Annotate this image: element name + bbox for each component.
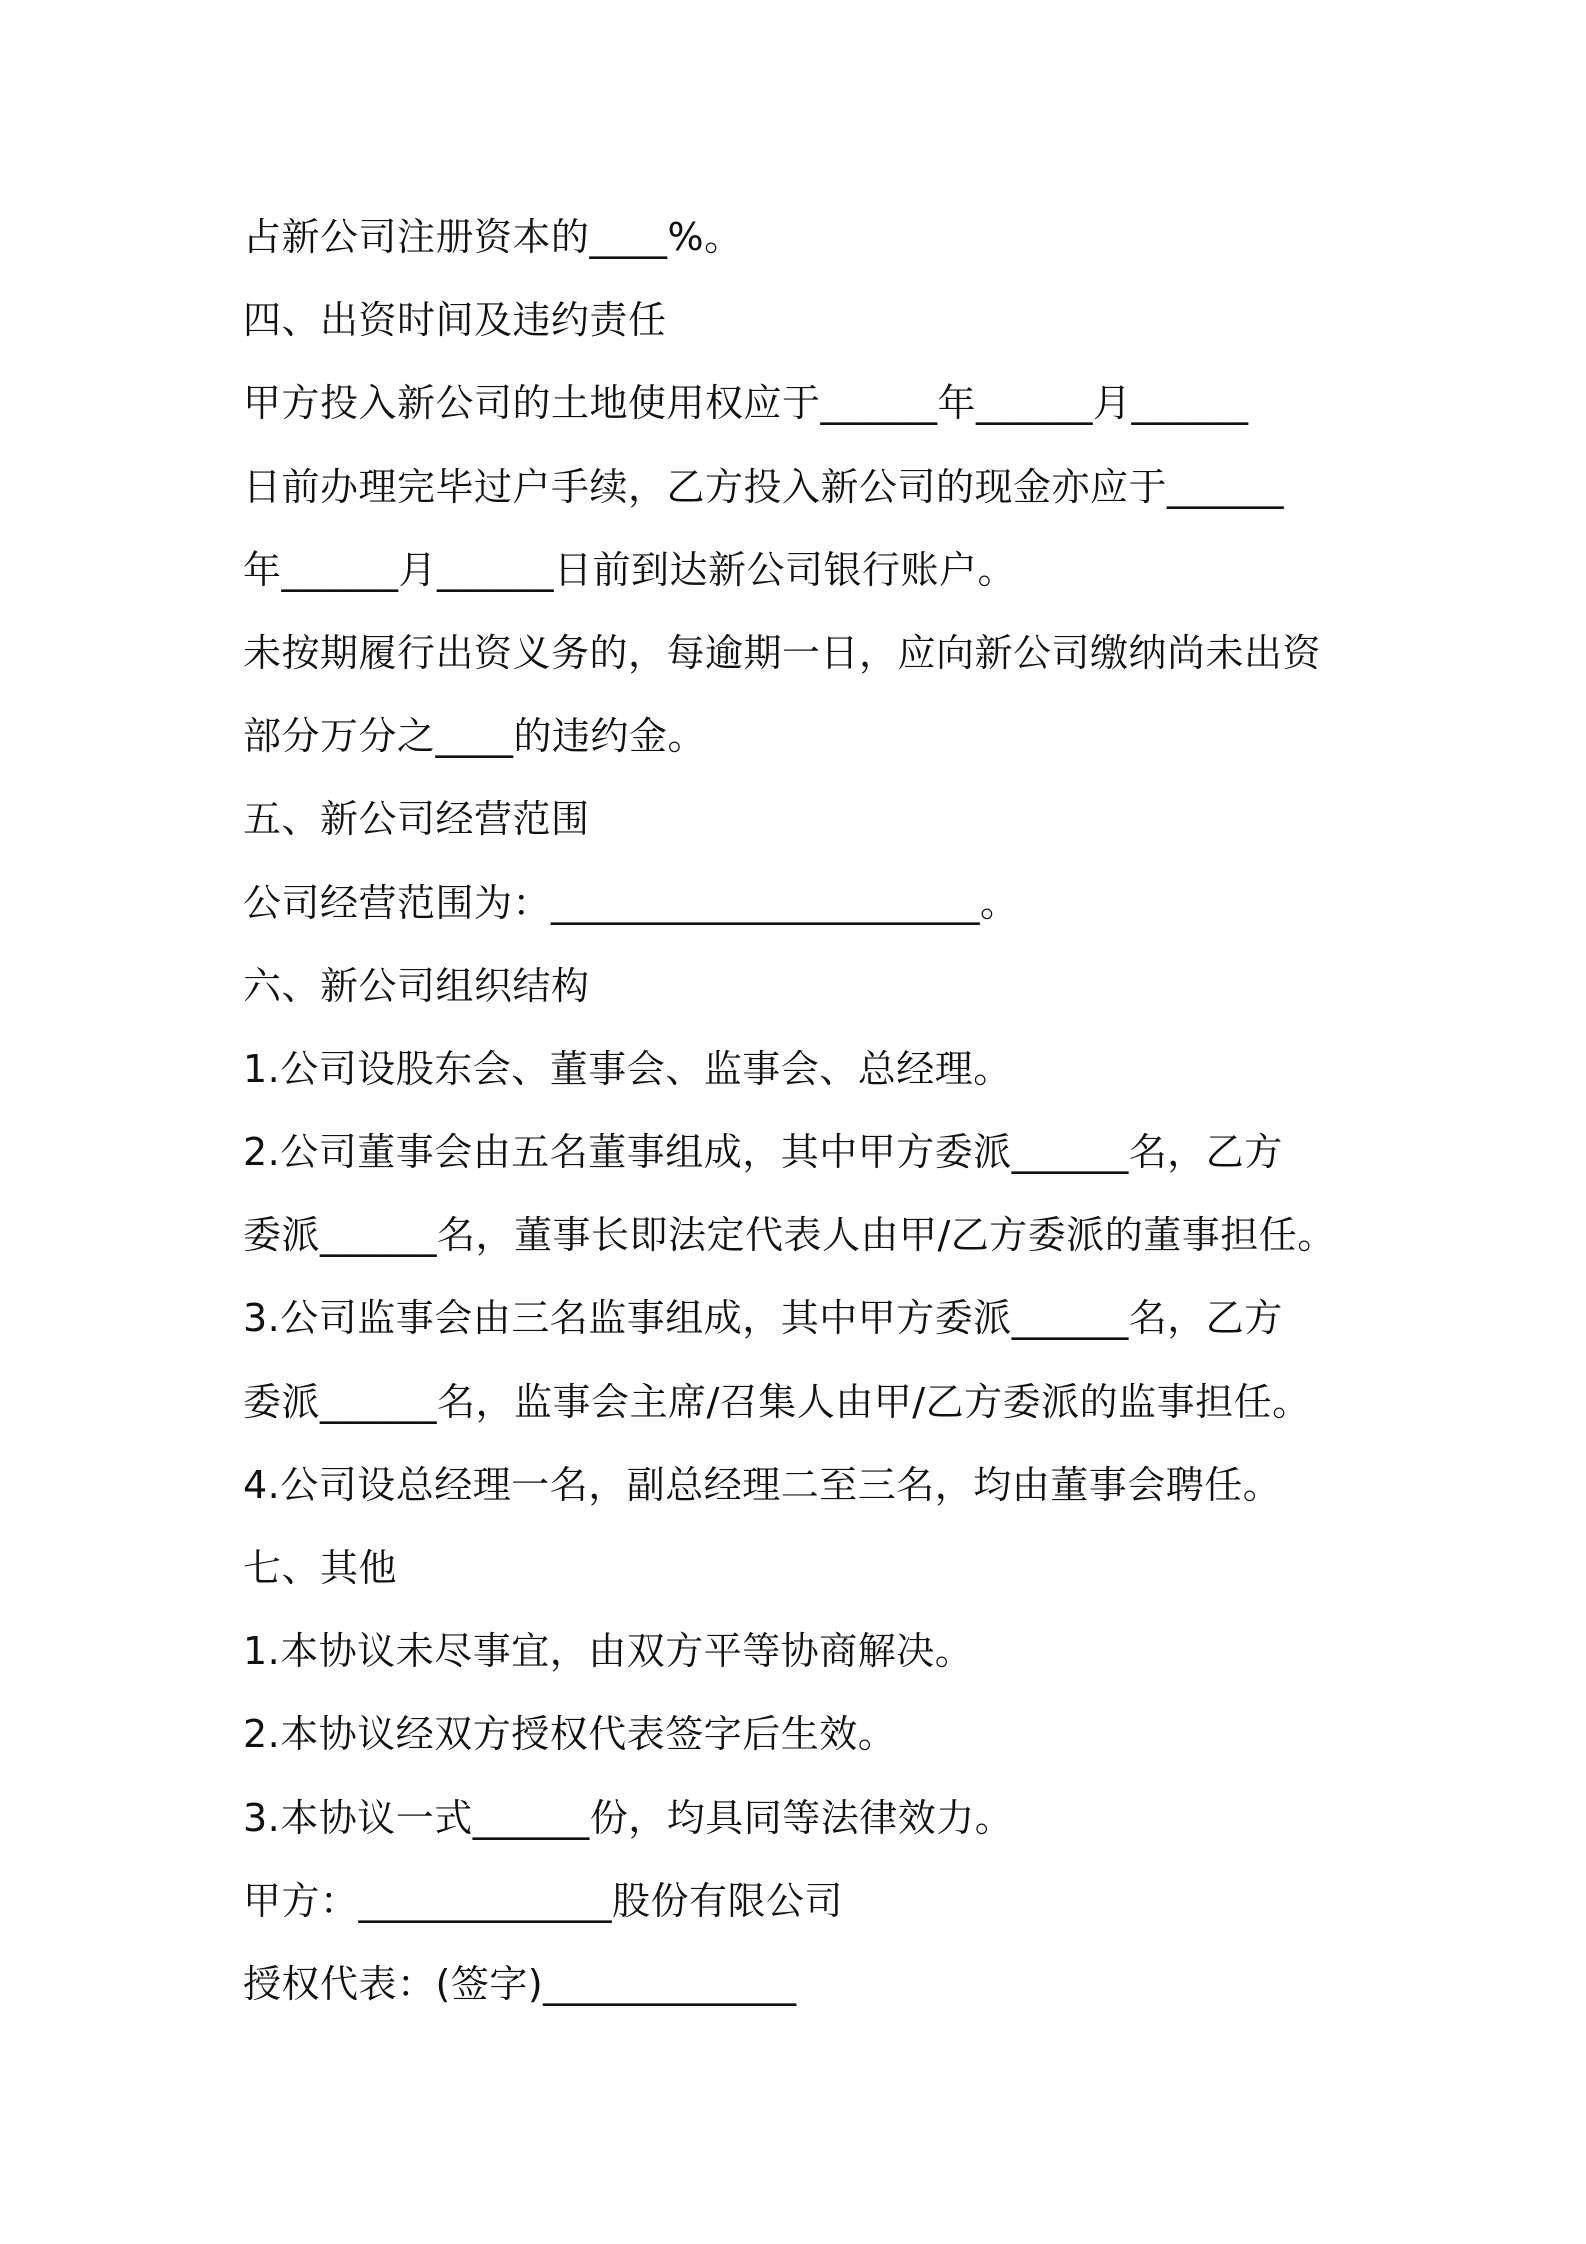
clause-6-2-cont: 委派______名，董事长即法定代表人由甲/乙方委派的董事担任。 bbox=[243, 1213, 1336, 1258]
text-line-late-penalty: 未按期履行出资义务的，每逾期一日，应向新公司缴纳尚未出资 bbox=[243, 630, 1322, 675]
text-line-business-scope: 公司经营范围为：______________________。 bbox=[243, 880, 1019, 925]
authorized-rep-line: 授权代表：(签字)_____________ bbox=[243, 1961, 797, 2006]
party-a-line: 甲方：_____________股份有限公司 bbox=[243, 1878, 844, 1923]
clause-6-1: 1.公司设股东会、董事会、监事会、总经理。 bbox=[243, 1046, 1012, 1091]
section-heading-7: 七、其他 bbox=[243, 1546, 398, 1590]
clause-6-3: 3.公司监事会由三名监事组成，其中甲方委派______名，乙方 bbox=[243, 1296, 1283, 1341]
text-line-penalty-rate: 部分万分之____的违约金。 bbox=[243, 714, 707, 759]
document-body bbox=[243, 196, 1373, 2026]
section-heading-6: 六、新公司组织结构 bbox=[243, 963, 590, 1008]
section-heading-4: 四、出资时间及违约责任 bbox=[243, 298, 667, 343]
clause-7-3: 3.本协议一式______份，均具同等法律效力。 bbox=[243, 1795, 1014, 1840]
section-heading-5: 五、新公司经营范围 bbox=[243, 797, 590, 842]
clause-6-2: 2.公司董事会由五名董事组成，其中甲方委派______名，乙方 bbox=[243, 1130, 1283, 1175]
clause-7-2: 2.本协议经双方授权代表签字后生效。 bbox=[243, 1712, 897, 1757]
clause-6-3-cont: 委派______名，监事会主席/召集人由甲/乙方委派的监事担任。 bbox=[243, 1379, 1311, 1424]
text-line-transfer: 日前办理完毕过户手续，乙方投入新公司的现金亦应于______ bbox=[243, 464, 1285, 509]
text-line-land-deadline: 甲方投入新公司的土地使用权应于______年______月______ bbox=[243, 381, 1249, 426]
text-line-share-percent: 占新公司注册资本的____%。 bbox=[243, 215, 743, 259]
clause-7-1: 1.本协议未尽事宜，由双方平等协商解决。 bbox=[243, 1629, 974, 1674]
clause-6-4: 4.公司设总经理一名，副总经理二至三名，均由董事会聘任。 bbox=[243, 1462, 1282, 1507]
text-line-bank-account: 年______月______日前到达新公司银行账户。 bbox=[243, 547, 1017, 592]
